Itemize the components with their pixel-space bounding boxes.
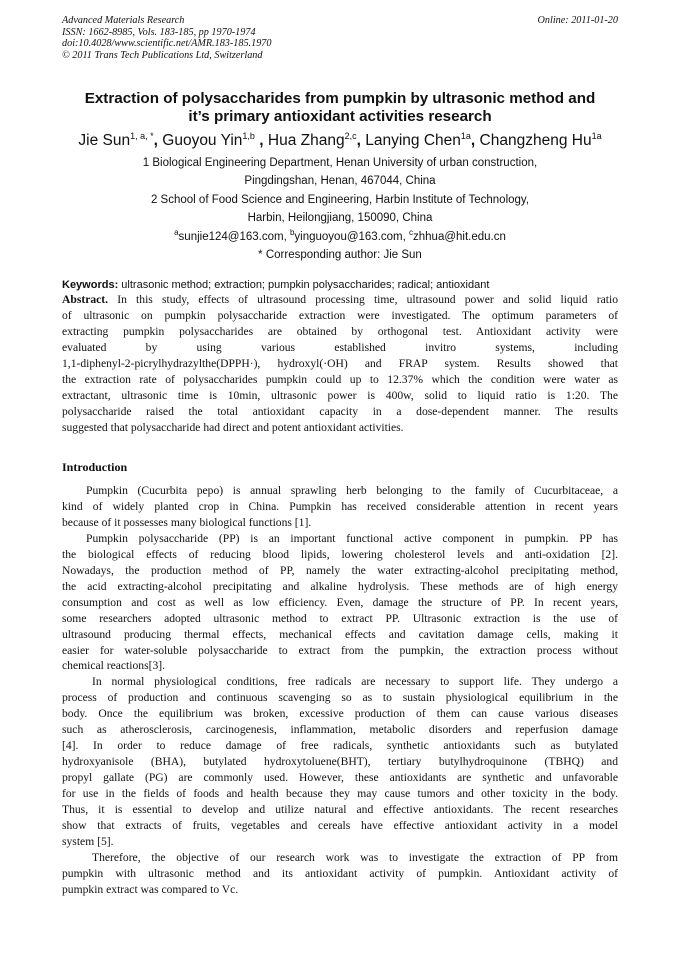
- email-mark-a: a: [174, 227, 179, 237]
- author-affiliation-mark: 1a: [460, 131, 471, 141]
- paragraph-line: pumpkin extract was compared to Vc.: [62, 882, 239, 896]
- journal-name: Advanced Materials Research: [62, 15, 185, 26]
- affiliation-2-line-2: Harbin, Heilongjiang, 150090, China: [247, 212, 433, 225]
- keywords-label: Keywords:: [62, 279, 119, 291]
- abstract: [62, 292, 618, 436]
- paragraph-line: Nowadays, the production method of PP, namely the water extracting-alcohol precipitating method,: [62, 563, 618, 577]
- copyright-line: © 2011 Trans Tech Publications Ltd, Switzerland: [62, 49, 263, 61]
- paragraph-line: kind of widely planted crop in China. Pumpkin has received considerable attention in recent years: [62, 499, 618, 513]
- paragraph-line: the biological effects of reducing blood lipids, lowering cholesterol levels and anti-oxidation [2].: [62, 547, 618, 561]
- affiliations: [62, 154, 618, 264]
- introduction-body: [62, 483, 618, 898]
- issn-line: ISSN: 1662-8985, Vols. 183-185, pp 1970-1974: [62, 26, 256, 38]
- abstract-line: polysaccharide raised the total antioxidant capacity in a dose-dependent manner. The results: [62, 404, 618, 418]
- author-separator: ,: [470, 132, 476, 149]
- keywords-text: ultrasonic method; extraction; pumpkin polysaccharides; radical; antioxidant: [118, 279, 490, 291]
- email-c: zhhua@hit.edu.cn: [413, 230, 506, 243]
- paragraph-line: such as atherosclerosis, carcinogenesis, inflammation, metabolic disorders and reperfusion damage: [62, 723, 618, 737]
- title-line-2: it’s primary antioxidant activities research: [188, 108, 492, 125]
- keywords: [62, 278, 618, 293]
- paragraph-line: pumpkin with ultrasonic method and its antioxidant activity of pumpkin. Antioxidant activity of: [62, 866, 618, 880]
- abstract-line: evaluated by using various established invitro systems, including: [62, 340, 618, 354]
- paragraph-line: for use in the fields of foods and health because they may cause tumors and other toxicity in the body.: [62, 787, 618, 801]
- author-name: Jie Sun: [78, 132, 131, 149]
- affiliation-2-line-1: 2 School of Food Science and Engineering, Harbin Institute of Technology,: [150, 193, 530, 206]
- abstract-line: extractant, ultrasonic time is 10min, ultrasonic power is 400w, solid to liquid ratio is 1:20. The: [62, 388, 618, 402]
- email-b: yinguoyou@163.com,: [294, 230, 410, 243]
- email-mark-c: c: [409, 227, 414, 237]
- paragraph-line: easier for water-soluble polysaccharide to extract from the pumpkin, the extraction process without: [62, 643, 618, 657]
- paragraph-line: consumption and cost as well as low efficiency. Even, damage the structure of PP. In recent years,: [62, 595, 618, 609]
- author-name: Guoyou Yin: [162, 132, 243, 149]
- author-list: [62, 131, 618, 151]
- paragraph-line: system [5].: [62, 834, 114, 848]
- paragraph-line: show that extracts of fruits, vegetables and cereals have effective antioxidant activity in a model: [62, 819, 618, 833]
- corresponding-author: * Corresponding author: Jie Sun: [258, 249, 422, 262]
- email-a: sunjie124@163.com,: [178, 230, 290, 243]
- online-date: Online: 2011-01-20: [537, 15, 618, 26]
- paragraph-line: Thus, it is essential to develop and utilize natural and effective antioxidants. The recent researches: [62, 803, 618, 817]
- author-name: Hua Zhang: [267, 132, 345, 149]
- doi-line: doi:10.4028/www.scientific.net/AMR.183-185.1970: [62, 38, 272, 49]
- abstract-line: extracting pumpkin polysaccharides are obtained by orthogonal test. Antioxidant activity were: [62, 324, 618, 338]
- paragraph-line: the acid extracting-alcohol precipitating and alkaline hydrolysis. These methods are of high energy: [62, 579, 618, 593]
- section-heading-introduction: Introduction: [62, 460, 128, 474]
- paragraph-line: [4]. In order to reduce damage of free radicals, synthetic antioxidants such as butylated: [62, 739, 618, 753]
- affiliation-1-line-1: 1 Biological Engineering Department, Henan University of urban construction,: [142, 157, 538, 169]
- email-line: [62, 228, 618, 246]
- author-name: Changzheng Hu: [479, 132, 592, 149]
- author-name: Lanying Chen: [365, 132, 461, 149]
- paragraph-line: because of it possesses many biological functions [1].: [62, 515, 312, 529]
- abstract-line: Abstract. In this study, effects of ultrasound processing time, ultrasound power and solid liquid ratio: [62, 293, 618, 306]
- paragraph-line: In normal physiological conditions, free radicals are necessary to support life. They undergo a: [92, 675, 618, 689]
- author-affiliation-mark: 2,c: [344, 131, 357, 141]
- paragraph-line: hydroxyanisole (BHA), butylated hydroxytoluene(BHT), tertiary butylhydroquinone (TBHQ) and: [62, 755, 618, 769]
- paragraph-line: process of production and continuous scavenging so as to sustain physiological equilibrium in the: [62, 691, 618, 705]
- running-header: [62, 15, 618, 61]
- email-mark-b: b: [289, 227, 295, 237]
- paragraph-line: Pumpkin (Cucurbita pepo) is annual sprawling herb belonging to the family of Cucurbitaceae, a: [86, 484, 618, 497]
- abstract-line: suggested that polysaccharide had direct and potent antioxidant activities.: [62, 420, 404, 434]
- paper-title: [62, 90, 618, 126]
- author-affiliation-mark: 1a: [591, 131, 602, 141]
- paragraph-line: Pumpkin polysaccharide (PP) is an important functional active component in pumpkin. PP has: [86, 531, 618, 545]
- author-affiliation-mark: 1,b: [242, 131, 255, 141]
- paragraph-line: chemical reactions[3].: [62, 659, 166, 673]
- abstract-line: 1,1-diphenyl-2-picrylhydrazylthe(DPPH·), hydroxyl(·OH) and FRAP system. Results showed that: [62, 356, 618, 370]
- author-affiliation-mark: 1, a, *: [130, 131, 154, 141]
- paragraph-line: ultrasound producing thermal effects, mechanical effects and cavitation damage cells, making it: [62, 627, 618, 641]
- abstract-label: Abstract.: [62, 293, 109, 306]
- affiliation-1-line-2: Pingdingshan, Henan, 467044, China: [244, 175, 436, 188]
- author-separator: ,: [259, 132, 264, 149]
- abstract-line: of ultrasonic on pumpkin polysaccharide extraction were investigated. The optimum parameters of: [62, 308, 618, 322]
- paragraph-line: body. Once the equilibrium was broken, excessive production of them can cause various diseases: [62, 707, 618, 721]
- author-separator: ,: [153, 132, 158, 149]
- title-line-1: Extraction of polysaccharides from pumpkin by ultrasonic method and: [84, 90, 596, 107]
- author-separator: ,: [356, 132, 361, 149]
- paragraph-line: some researchers adopted ultrasonic method to extract PP. Ultrasonic extraction is the use of: [62, 611, 618, 625]
- paragraph-line: propyl gallate (PG) are commonly used. However, these antioxidants are synthetic and unfavorable: [62, 771, 618, 785]
- abstract-line: the extraction rate of polysaccharides pumpkin could up to 12.37% which the condition were water as: [62, 372, 618, 386]
- paragraph-line: Therefore, the objective of our research work was to investigate the extraction of PP from: [92, 850, 618, 864]
